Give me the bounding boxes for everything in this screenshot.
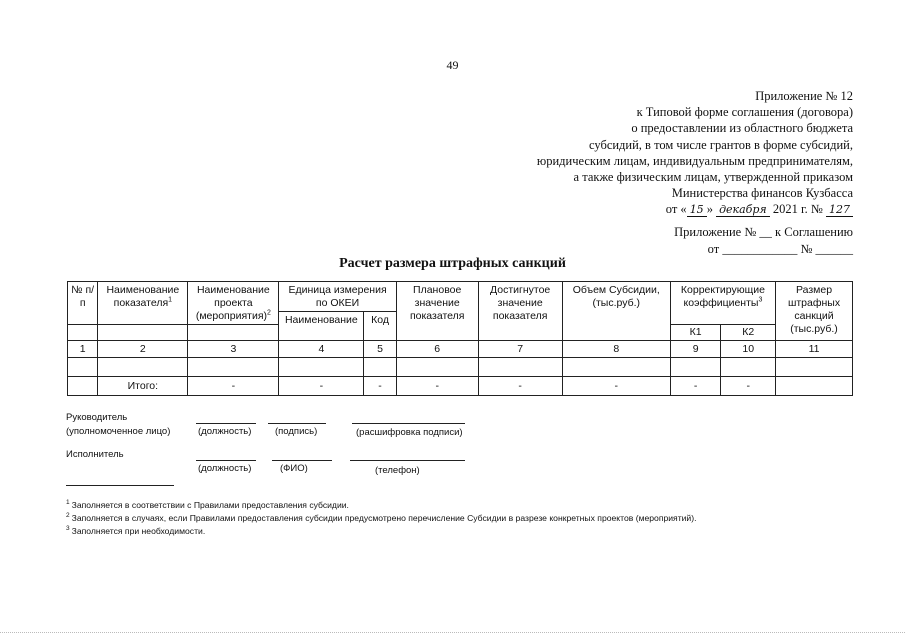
date-prefix: от « (665, 202, 687, 217)
header-unit-code: Код (364, 312, 396, 341)
head-signature-caption: (подпись) (275, 426, 318, 437)
exec-phone-line (350, 460, 465, 461)
head-decode-line (352, 423, 465, 424)
column-number: 2 (98, 341, 188, 358)
agreement-reference (674, 224, 853, 257)
head-decode-caption: (расшифровка подписи) (356, 427, 463, 438)
date-month: декабря (716, 203, 770, 217)
table-cell (396, 358, 478, 377)
total-cell: - (188, 377, 279, 396)
head-label: Руководитель (66, 412, 128, 423)
table-cell (364, 358, 396, 377)
appendix-line: юридическим лицам, индивидуальным предпринимателям, (536, 153, 853, 168)
header-subsidy: Объем Субсидии, (тыс.руб.) (562, 282, 670, 341)
table-cell (68, 377, 98, 396)
header-penalty: Размер штрафных санкций (тыс.руб.) (776, 282, 853, 341)
page-bottom-rule (0, 632, 905, 633)
head-position-caption: (должность) (198, 426, 252, 437)
appendix-line: о предоставлении из областного бюджета (631, 121, 853, 136)
footnote-mark: 1 (66, 499, 70, 507)
column-number: 5 (364, 341, 396, 358)
appendix-line: Министерства финансов Кузбасса (671, 186, 853, 201)
document-title: Расчет размера штрафных санкций (339, 256, 566, 271)
table-cell (562, 358, 670, 377)
header-indicator-tail (98, 325, 188, 341)
exec-name-line (272, 460, 332, 461)
total-cell: - (396, 377, 478, 396)
table-cell (478, 358, 562, 377)
header-project-tail (188, 325, 279, 341)
column-number: 3 (188, 341, 279, 358)
date-day: 15 (687, 203, 707, 217)
total-cell: - (478, 377, 562, 396)
header-coef-group: Корректирующие коэффициенты$^3$ (670, 282, 775, 325)
appendix-header (433, 88, 853, 219)
table-cell (776, 358, 853, 377)
footnote-mark: 3 (66, 525, 70, 533)
total-cell: - (562, 377, 670, 396)
appendix-date-line (433, 201, 853, 218)
table-cell (98, 358, 188, 377)
footnote: $^2$ Заполняется в случаях, если Правилами предоставления субсидии предусмотрено перечисление Субсидии в разрезе конкретных проектов (мероприятий). (66, 512, 697, 523)
table-cell (188, 358, 279, 377)
head-sub-label: (уполномоченное лицо) (66, 426, 171, 437)
column-number: 11 (776, 341, 853, 358)
table-cell (279, 358, 364, 377)
column-number: 4 (279, 341, 364, 358)
total-label: Итого: (98, 377, 188, 396)
header-k2: К2 (721, 325, 776, 341)
agreement-line-2: от ____________ № ______ (707, 241, 853, 256)
total-cell: - (364, 377, 396, 396)
page-number: 49 (446, 58, 459, 72)
footnote: $^3$ Заполняется при необходимости. (66, 525, 206, 536)
header-planned: Плановое значение показателя (396, 282, 478, 341)
head-signature-line (268, 423, 326, 424)
total-row (68, 377, 853, 396)
header-unit-name: Наименование (279, 312, 364, 341)
header-unit-group: Единица измерения по ОКЕИ (279, 282, 396, 312)
executor-label: Исполнитель (66, 449, 124, 460)
column-number: 10 (721, 341, 776, 358)
penalty-table (67, 281, 853, 396)
date-mid: » (706, 202, 713, 217)
total-cell: - (279, 377, 364, 396)
exec-position-line (196, 460, 256, 461)
appendix-line: субсидий, в том числе грантов в форме субсидий, (588, 137, 853, 152)
exec-name-caption: (ФИО) (280, 463, 308, 474)
appendix-line: Приложение № 12 (755, 89, 853, 103)
column-number: 8 (562, 341, 670, 358)
date-year: 2021 г. № (772, 202, 823, 217)
header-num: № п/п (68, 282, 98, 325)
table-cell (776, 377, 853, 396)
header-indicator: Наименование показателя$^1$ (98, 282, 188, 325)
appendix-line: а также физическим лицам, утвержденной приказом (573, 170, 853, 185)
appendix-line: к Типовой форме соглашения (договора) (636, 105, 853, 120)
column-number: 9 (670, 341, 721, 358)
table-cell (721, 358, 776, 377)
header-achieved: Достигнутое значение показателя (478, 282, 562, 341)
header-num-tail (68, 325, 98, 341)
agreement-line-1: Приложение № __ к Соглашению (674, 225, 853, 239)
total-cell: - (721, 377, 776, 396)
column-number: 6 (396, 341, 478, 358)
exec-phone-caption: (телефон) (375, 465, 420, 476)
footnote-ref: 1 (168, 296, 173, 304)
footnote-ref: 2 (267, 309, 271, 317)
order-number: 127 (826, 203, 853, 217)
footnote: $^1$ Заполняется в соответствии с Правилами предоставления субсидии. (66, 499, 349, 510)
total-cell: - (670, 377, 721, 396)
footnote-separator (66, 485, 174, 486)
column-number: 1 (68, 341, 98, 358)
column-numbers-row (68, 341, 853, 358)
footnote-mark: 2 (66, 512, 70, 520)
table-row (68, 358, 853, 377)
head-position-line (196, 423, 256, 424)
table-cell (68, 358, 98, 377)
header-k1: К1 (670, 325, 721, 341)
footnote-ref: 3 (758, 296, 763, 304)
header-project: Наименование проекта (мероприятия)$^2$ (188, 282, 279, 325)
table-cell (670, 358, 721, 377)
column-number: 7 (478, 341, 562, 358)
exec-position-caption: (должность) (198, 463, 252, 474)
